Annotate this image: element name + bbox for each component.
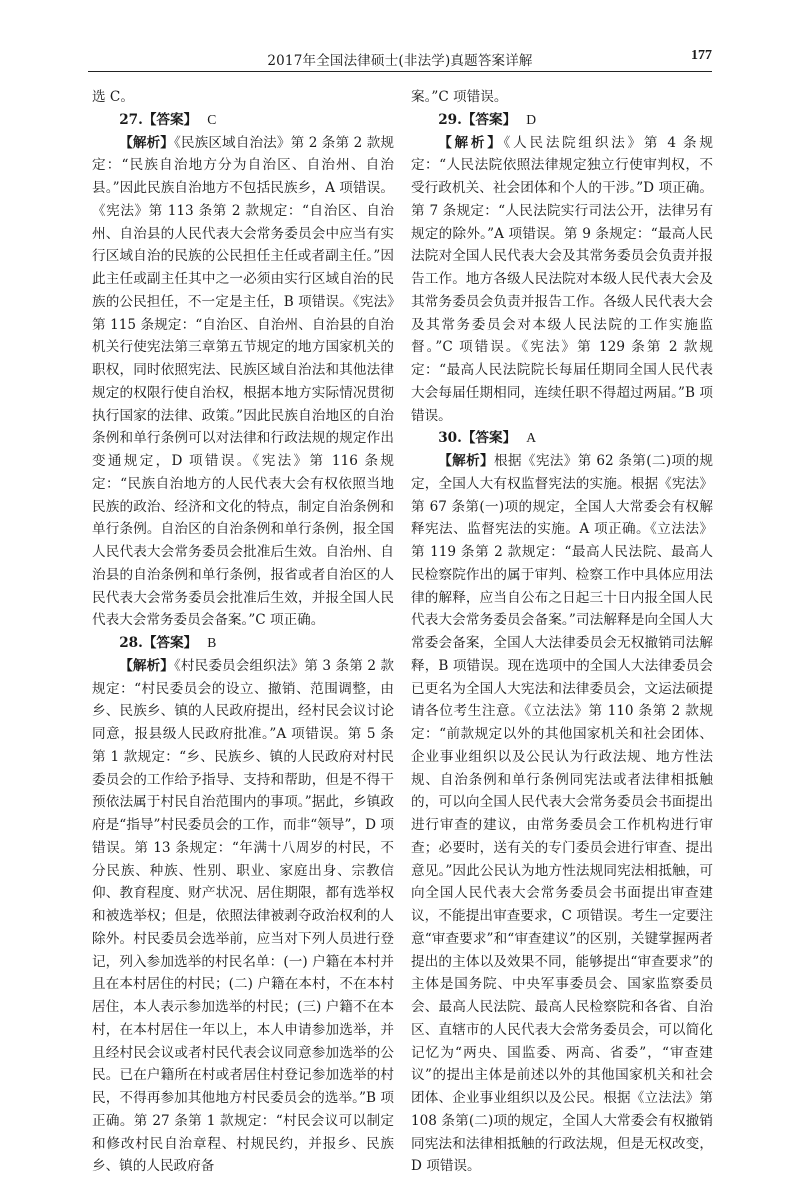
answer-29	[411, 109, 713, 132]
answer-27	[92, 109, 394, 132]
answer-30	[411, 427, 713, 450]
answer-29-label: 29.【答案】	[438, 111, 517, 128]
explanation-30	[411, 450, 713, 1178]
left-column	[92, 86, 394, 1178]
right-column	[411, 86, 713, 1178]
answer-27-choice: C	[207, 111, 217, 127]
explanation-27-label: 【解析】	[119, 134, 175, 151]
explanation-30-label: 【解析】	[438, 453, 494, 469]
answer-28-choice: B	[207, 635, 217, 650]
running-header	[88, 47, 712, 72]
answer-28-label: 28.【答案】	[119, 635, 198, 651]
continued-text-right: 案。”C 项错误。	[411, 89, 508, 105]
explanation-29-text: 《人民法院组织法》第 4 条规定：“人民法院依照法律规定独立行使审判权，不受行政机关、社会团体和个人的干涉。”D 项正确。第 7 条规定：“人民法院实行司法公开，法律另有规定的除外。”A 项错误。第 9 条规定：“最高人民法院对全国人民代表大会及其常务委员会负责并报告工作。地方各级人民法院对本级人民代表大会及其常务委员会负责并报告工作。各级人民代表大会及其常务委员会对本级人民法院的工作实施监督。”C 项错误。《宪法》第 129 条第 2 款规定：“最高人民法院院长每届任期同全国人民代表大会每届任期相同，连续任职不得超过两届。”B 项错误。	[411, 134, 713, 424]
answer-27-label: 27.【答案】	[119, 111, 198, 128]
page-number: 177	[691, 48, 712, 63]
header-title: 2017年全国法律硕士(非法学)真题答案详解	[267, 53, 533, 69]
explanation-28-text: 《村民委员会组织法》第 3 条第 2 款规定：“村民委员会的设立、撤销、范围调整，由乡、民族乡、镇的人民政府提出，经村民会议讨论同意，报县级人民政府批准。”A 项错误。第 5 条第 1 款规定：“乡、民族乡、镇的人民政府对村民委员会的工作给予指导、支持和帮助，但是不得干预依法属于村民自治范围内的事项。”据此，乡镇政府是“指导”村民委员会的工作，而非“领导”，D 项错误。第 13 条规定：“年满十八周岁的村民，不分民族、种族、性别、职业、家庭出身、宗教信仰、教育程度、财产状况、居住期限，都有选举权和被选举权；但是，依照法律被剥夺政治权利的人除外。村民委员会选举前，应当对下列人员进行登记，列入参加选举的村民名单：(一) 户籍在本村并且在本村居住的村民；(二) 户籍在本村，不在本村居住，本人表示参加选举的村民；(三) 户籍不在本村，在本村居住一年以上，本人申请参加选举，并且经村民会议或者村民代表会议同意参加选举的公民。已在户籍所在村或者居住村登记参加选举的村民，不得再参加其他地方村民委员会的选举。”B 项正确。第 27 条第 1 款规定：“村民会议可以制定和修改村民自治章程、村规民约，并报乡、民族乡、镇的人民政府备	[92, 657, 395, 1175]
answer-30-label: 30.【答案】	[438, 430, 517, 447]
explanation-29-label: 【解析】	[438, 134, 504, 151]
explanation-27	[92, 132, 394, 633]
explanation-28	[92, 655, 394, 1178]
explanation-27-text: 《民族区域自治法》第 2 条第 2 款规定：“民族自治地方分为自治区、自治州、自治县。”因此民族自治地方不包括民族乡，A 项错误。《宪法》第 113 条第 2 款规定：“自治区、自治州、自治县的人民代表大会常务委员会中应当有实行区域自治的民族的公民担任主任或者副主任。”因此主任或副主任其中之一必须由实行区域自治的民族的公民担任，不一定是主任，B 项错误。《宪法》第 115 条规定：“自治区、自治州、自治县的自治机关行使宪法第三章第五节规定的地方国家机关的职权，同时依照宪法、民族区域自治法和其他法律规定的权限行使自治权，根据本地方实际情况贯彻执行国家的法律、政策。”因此民族自治地区的自治条例和单行条例可以对法律和行政法规的规定作出变通规定，D 项错误。《宪法》第 116 条规定：“民族自治地方的人民代表大会有权依照当地民族的政治、经济和文化的特点，制定自治条例和单行条例。自治区的自治条例和单行条例，报全国人民代表大会常务委员会批准后生效。自治州、自治县的自治条例和单行条例，报省或者自治区的人民代表大会常务委员会批准后生效，并报全国人民代表大会常务委员会备案。”C 项正确。	[92, 134, 395, 629]
answer-30-choice: A	[526, 430, 537, 446]
answer-28	[92, 632, 394, 655]
explanation-28-label: 【解析】	[119, 657, 175, 674]
continued-text: 选 C。	[92, 89, 134, 105]
explanation-29	[411, 132, 713, 428]
answer-29-choice: D	[526, 111, 537, 127]
explanation-30-text: 根据《宪法》第 62 条第(二)项的规定，全国人大有权监督宪法的实施。根据《宪法》第 67 条第(一)项的规定，全国人大常委会有权解释宪法、监督宪法的实施。A 项正确。《立法法》第 119 条第 2 款规定：“最高人民法院、最高人民检察院作出的属于审判、检察工作中具体应用法律的解释，应当自公布之日起三十日内报全国人民代表大会常务委员会备案。”司法解释是向全国人大常委会备案，全国人大法律委员会无权撤销司法解释，B 项错误。现在选项中的全国人大法律委员会已更名为全国人大宪法和法律委员会，文运法硕提请各位考生注意。《立法法》第 110 条第 2 款规定：“前款规定以外的其他国家机关和社会团体、企业事业组织以及公民认为行政法规、地方性法规、自治条例和单行条例同宪法或者法律相抵触的，可以向全国人民代表大会常务委员会书面提出进行审查的建议，由常务委员会工作机构进行审查；必要时，送有关的专门委员会进行审查、提出意见。”因此公民认为地方性法规同宪法相抵触，可向全国人民代表大会常务委员会书面提出审查建议，不能提出审查要求，C 项错误。考生一定要注意“审查要求”和“审查建议”的区别，关键掌握两者提出的主体以及效果不同，能够提出“审查要求”的主体是国务院、中央军事委员会、国家监察委员会、最高人民法院、最高人民检察院和各省、自治区、直辖市的人民代表大会常务委员会，可以简化记忆为“两央、国监委、两高、省委”，“审查建议”的提出主体是前述以外的其他国家机关和社会团体、企业事业组织以及公民。根据《立法法》第 108 条第(二)项的规定，全国人大常委会有权撤销同宪法和法律相抵触的行政法规，但是无权改变，D 项错误。	[411, 453, 714, 1175]
